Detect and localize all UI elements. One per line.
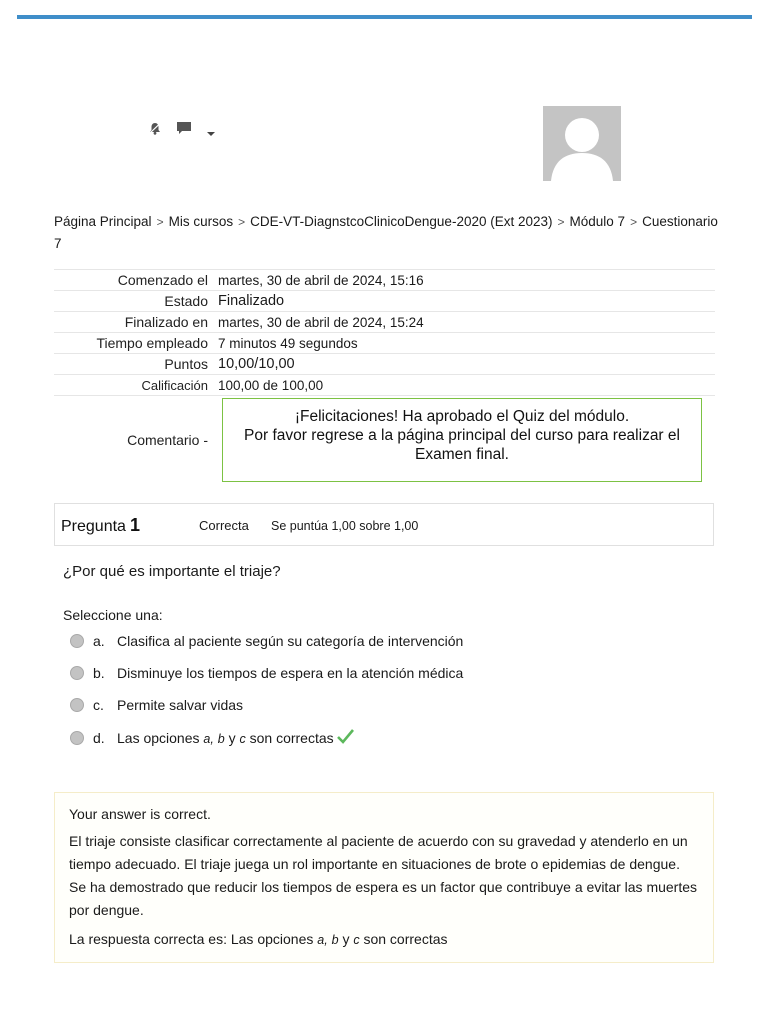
radio-button[interactable] <box>70 634 84 648</box>
top-accent-bar <box>17 15 752 19</box>
feedback-status: Your answer is correct. <box>69 806 211 822</box>
answer-option-a[interactable] <box>70 633 463 649</box>
answer-letter: c. <box>93 697 104 713</box>
comment-box <box>222 398 702 482</box>
notifications-icon[interactable] <box>148 121 162 140</box>
breadcrumb-my-courses[interactable]: Mis cursos <box>168 214 234 229</box>
breadcrumb-quiz[interactable]: Cuestionario 7 <box>54 214 718 251</box>
answer-option-d[interactable] <box>70 729 354 747</box>
time-taken-label: Tiempo empleado <box>54 333 216 354</box>
finished-label: Finalizado en <box>54 312 216 333</box>
right-answer-and: y <box>342 931 350 947</box>
question-grade: Se puntúa 1,00 sobre 1,00 <box>271 519 419 533</box>
summary-row-state <box>54 291 715 312</box>
header-icons <box>148 118 216 142</box>
answer-letter: d. <box>93 730 105 746</box>
answer-text: Permite salvar vidas <box>117 697 244 713</box>
question-label-text: Pregunta <box>61 518 126 535</box>
answer-letter: b. <box>93 665 105 681</box>
breadcrumb-separator: > <box>156 215 164 229</box>
answer-option-c[interactable] <box>70 697 243 713</box>
answer-prompt: Seleccione una: <box>63 607 163 623</box>
grade-label: Calificación <box>54 375 216 396</box>
breadcrumb-separator: > <box>238 215 246 229</box>
comment-label: Comentario - <box>54 396 216 485</box>
started-label: Comenzado el <box>54 270 216 291</box>
breadcrumb-module[interactable]: Módulo 7 <box>569 214 626 229</box>
summary-row-comment <box>54 396 715 485</box>
answer-text-after: son correctas <box>249 730 334 746</box>
started-value: martes, 30 de abril de 2024, 15:16 <box>216 270 715 291</box>
right-answer <box>69 928 699 952</box>
chevron-down-icon[interactable] <box>206 124 216 142</box>
question-text: ¿Por qué es importante el triaje? <box>63 563 281 580</box>
summary-row-grade <box>54 375 715 396</box>
question-label <box>61 515 140 536</box>
comment-cell <box>216 396 715 485</box>
right-option-ref-b: b <box>331 933 339 947</box>
radio-button[interactable] <box>70 666 84 680</box>
radio-button[interactable] <box>70 698 84 712</box>
breadcrumb-separator: > <box>630 215 638 229</box>
breadcrumb-home[interactable]: Página Principal <box>54 214 152 229</box>
summary-row-time <box>54 333 715 354</box>
state-label: Estado <box>54 291 216 312</box>
breadcrumb-course[interactable]: CDE-VT-DiagnstcoClinicoDengue-2020 (Ext 2023) <box>250 214 553 229</box>
comment-line-1: ¡Felicitaciones! Ha aprobado el Quiz del módulo. <box>294 408 630 425</box>
messages-icon[interactable] <box>176 121 192 140</box>
checkmark-icon <box>337 729 354 747</box>
radio-button[interactable] <box>70 731 84 745</box>
answer-option-b[interactable] <box>70 665 463 681</box>
general-feedback: El triaje consiste clasificar correctamente al paciente de acuerdo con su gravedad y atenderlo en un tiempo adecuado. El triaje juega un rol importante en situaciones de brote o epidemias de dengue. Se ha demostrado que reducir los tiempos de espera es un factor que contribuye a evitar las muertes por dengue. <box>69 833 698 918</box>
answer-and: y <box>228 730 236 746</box>
comment-line-2: Por favor regrese a la página principal del curso para realizar el <box>244 427 680 444</box>
answer-text-before: Las opciones <box>117 730 200 746</box>
summary-row-started <box>54 270 715 291</box>
state-value: Finalizado <box>216 291 715 312</box>
question-info-header <box>54 503 714 546</box>
grade-value: 100,00 de 100,00 <box>216 375 715 396</box>
user-avatar[interactable] <box>543 106 621 181</box>
time-taken-value: 7 minutos 49 segundos <box>216 333 715 354</box>
points-value: 10,00/10,00 <box>216 354 715 375</box>
right-answer-before: La respuesta correcta es: Las opciones <box>69 931 314 947</box>
finished-value: martes, 30 de abril de 2024, 15:24 <box>216 312 715 333</box>
option-ref-b: b <box>217 732 225 746</box>
summary-row-points <box>54 354 715 375</box>
comment-line-3: Examen final. <box>415 446 509 463</box>
feedback-box <box>54 792 714 963</box>
option-ref-a: a, <box>203 732 214 746</box>
attempt-summary-table <box>54 269 715 484</box>
right-option-ref-c: c <box>353 933 360 947</box>
answer-text: Disminuye los tiempos de espera en la atención médica <box>117 665 464 681</box>
question-number: 1 <box>129 515 140 535</box>
breadcrumb <box>54 211 724 255</box>
question-state: Correcta <box>199 518 249 533</box>
answer-text: Clasifica al paciente según su categoría de intervención <box>117 633 464 649</box>
option-ref-c: c <box>239 732 246 746</box>
points-label: Puntos <box>54 354 216 375</box>
answer-letter: a. <box>93 633 105 649</box>
right-option-ref-a: a, <box>317 933 328 947</box>
summary-row-finished <box>54 312 715 333</box>
right-answer-after: son correctas <box>363 931 448 947</box>
breadcrumb-separator: > <box>557 215 565 229</box>
answer-text <box>117 730 334 746</box>
